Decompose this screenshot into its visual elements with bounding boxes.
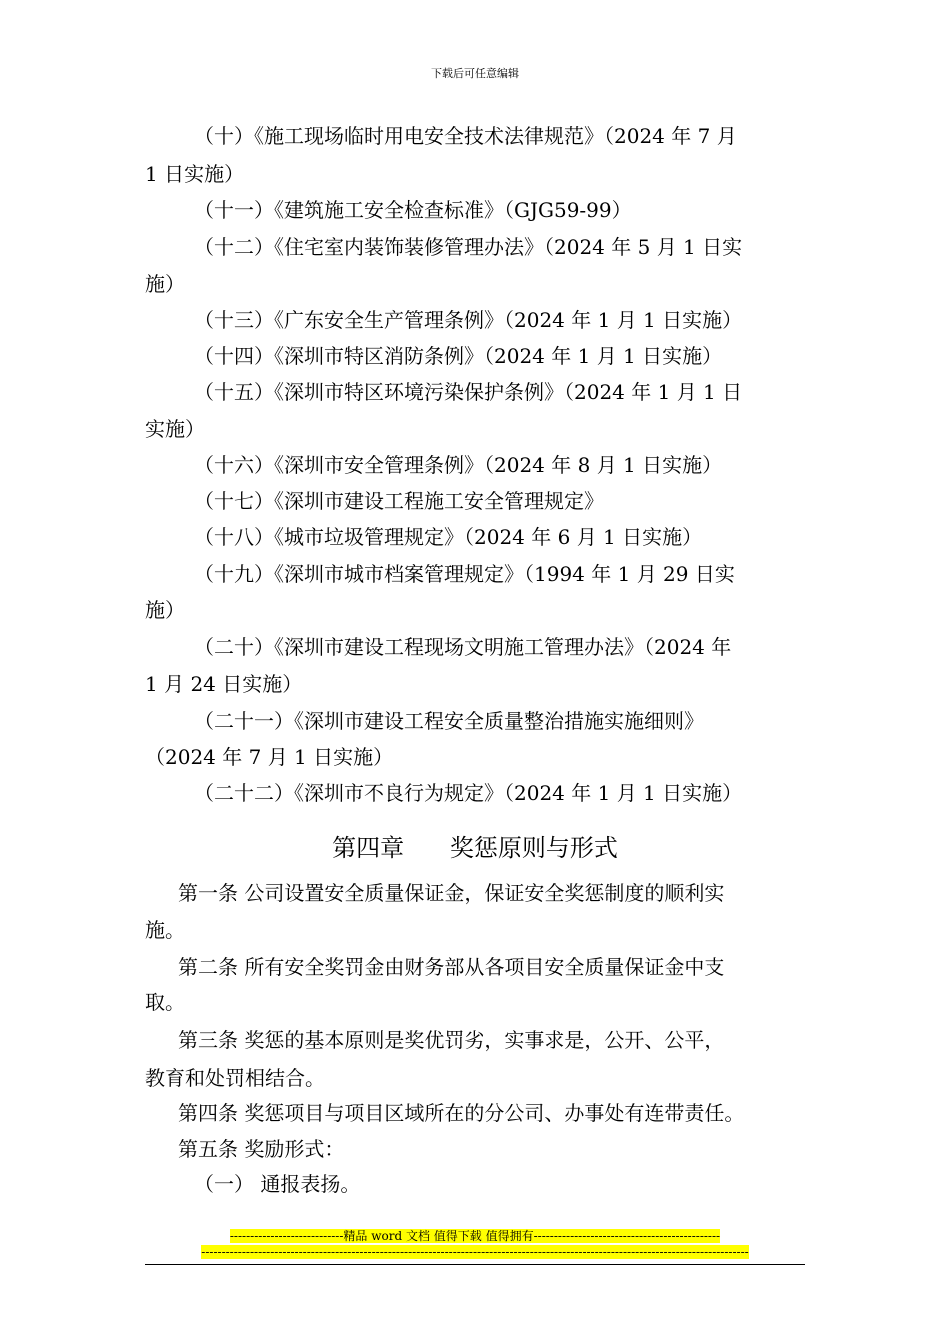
- footer-dash-text: ---------------------------------------------------------------------------------------------------------------------------------------: [201, 1245, 749, 1259]
- chapter-title: 第四章 奖惩原则与形式: [332, 834, 618, 862]
- list-item: （十）《施工现场临时用电安全技术法律规范》（2024 年 7 月: [194, 124, 737, 148]
- article-line: 第五条 奖励形式：: [178, 1137, 345, 1161]
- list-item-continuation: 1 月 24 日实施）: [145, 672, 303, 696]
- list-item-continuation: 施）: [145, 272, 185, 296]
- list-item: （十四）《深圳市特区消防条例》（2024 年 1 月 1 日实施）: [194, 344, 723, 368]
- footer-dash-line: [0, 1245, 950, 1259]
- footer-rule: [145, 1264, 805, 1265]
- list-item: （十九）《深圳市城市档案管理规定》（1994 年 1 月 29 日实: [194, 562, 735, 586]
- list-item: （十二）《住宅室内装饰装修管理办法》（2024 年 5 月 1 日实: [194, 235, 743, 259]
- list-item: （十六）《深圳市安全管理条例》（2024 年 8 月 1 日实施）: [194, 453, 723, 477]
- footer-banner: [0, 1229, 950, 1243]
- article-line: 第三条 奖惩的基本原则是奖优罚劣，实事求是，公开、公平，: [178, 1028, 725, 1052]
- list-item: （十八）《城市垃圾管理规定》（2024 年 6 月 1 日实施）: [194, 525, 703, 549]
- article-continuation: 施。: [145, 918, 185, 942]
- page-header: 下载后可任意编辑: [431, 67, 519, 80]
- list-item-continuation: 实施）: [145, 417, 205, 441]
- article-line: （一） 通报表扬。: [194, 1172, 361, 1196]
- list-item-continuation: 施）: [145, 598, 185, 622]
- list-item-continuation: （2024 年 7 月 1 日实施）: [145, 745, 394, 769]
- list-item: （二十）《深圳市建设工程现场文明施工管理办法》（2024 年: [194, 635, 732, 659]
- list-item: （十七）《深圳市建设工程施工安全管理规定》: [194, 489, 604, 513]
- article-continuation: 取。: [145, 990, 185, 1014]
- article-line: 第四条 奖惩项目与项目区域所在的分公司、办事处有连带责任。: [178, 1101, 745, 1125]
- list-item: （二十一）《深圳市建设工程安全质量整治措施实施细则》: [194, 709, 704, 733]
- list-item: （十五）《深圳市特区环境污染保护条例》（2024 年 1 月 1 日: [194, 380, 743, 404]
- footer-banner-text: ----------------------------精品 word 文档 值得下载 值得拥有----------------------------------------------: [229, 1229, 721, 1243]
- list-item-continuation: 1 日实施）: [145, 162, 245, 186]
- article-line: 第二条 所有安全奖罚金由财务部从各项目安全质量保证金中支: [178, 955, 725, 979]
- list-item: （十三）《广东安全生产管理条例》（2024 年 1 月 1 日实施）: [194, 308, 743, 332]
- list-item: （二十二）《深圳市不良行为规定》（2024 年 1 月 1 日实施）: [194, 781, 743, 805]
- article-continuation: 教育和处罚相结合。: [145, 1066, 325, 1090]
- article-line: 第一条 公司设置安全质量保证金，保证安全奖惩制度的顺利实: [178, 881, 725, 905]
- list-item: （十一）《建筑施工安全检查标准》（GJG59-99）: [194, 198, 632, 222]
